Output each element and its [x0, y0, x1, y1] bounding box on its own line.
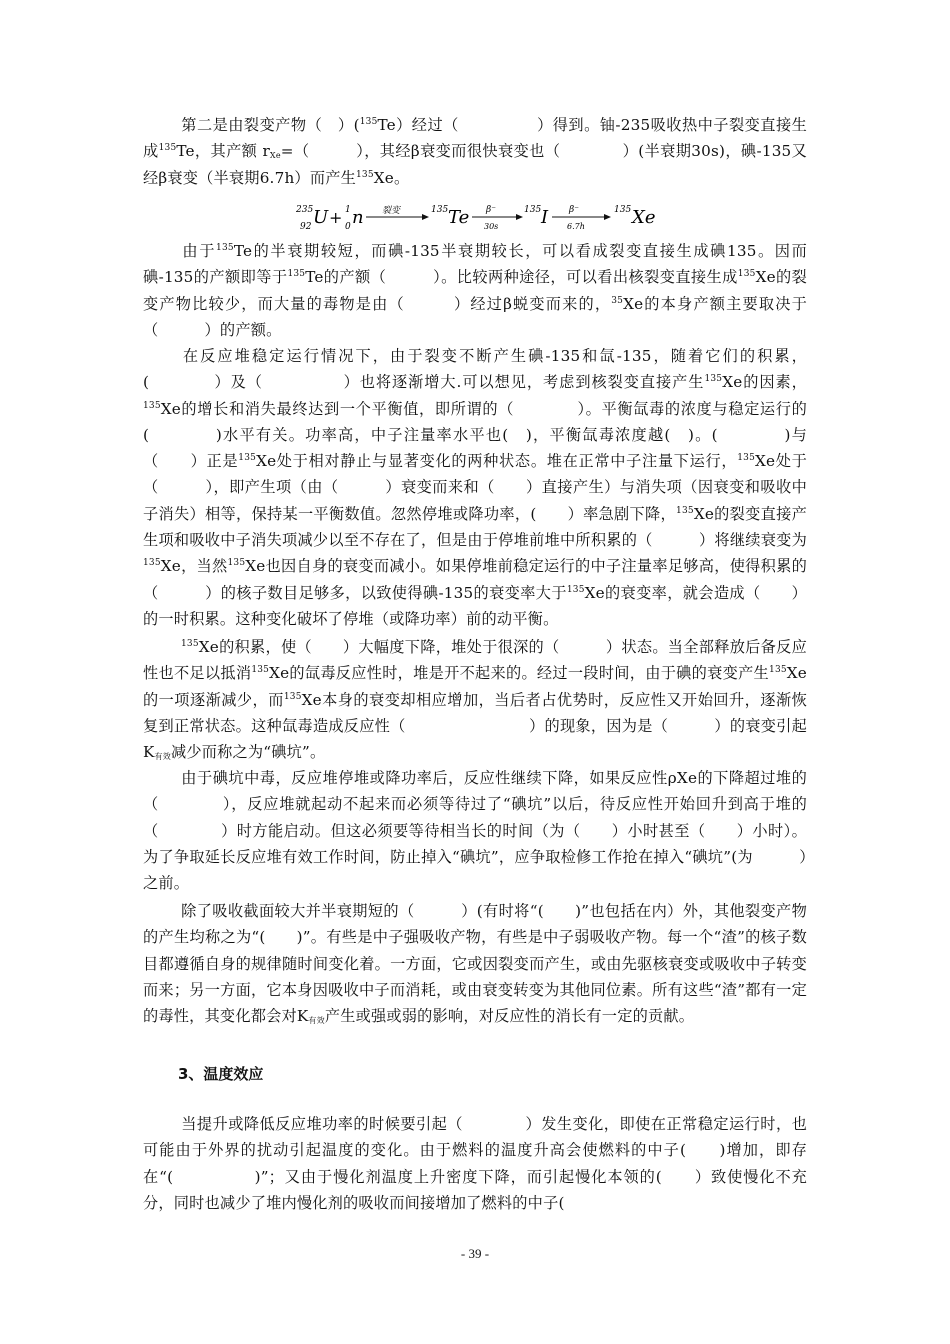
paragraph-xenon-equilibrium: 在反应堆稳定运行情况下，由于裂变不断产生碘-135和氙-135，随着它们的积累，( ）及（ ）也将逐渐增大.可以想见，考虑到核裂变直接产生$^{135}$Xe的因素，$^{135}$Xe的增长和消失最终达到一个平衡值，即所谓的（ ）。平衡氙毒的浓度与稳定运行的( )水平有关。功率高，中子注量率水平也( )，平衡氙毒浓度越( )。( )与（ ）正是$^{135}$Xe处于相对静止与显著变化的两种状态。堆在正常中子注量下运行，$^{135}$Xe处于（ ），即产生项（由（ ）衰变而来和（ ）直接产生）与消失项（因衰变和吸收中子消失）相等，保持某一平衡数值。忽然停堆或降功率，( ）率急剧下降，$^{135}$Xe的裂变直接产生项和吸收中子消失项减少以至不存在了，但是由于停堆前堆中所积累的（ ）将继续衰变为$^{135}$Xe，当然$^{135}$Xe也因自身的衰变而减小。如果停堆前稳定运行的中子注量率足够高，使得积累的（ ）的核子数目足够多，以致使得碘-135的衰变率大于$^{135}$Xe的衰变率，就会造成（ ）的一时积累。这种变化破坏了停堆（或降功率）前的动平衡。	[143, 347, 807, 628]
svg-text:1: 1	[345, 205, 351, 215]
svg-text:30s: 30s	[484, 222, 499, 231]
svg-text:β⁻: β⁻	[569, 205, 579, 215]
svg-text:235: 235	[296, 205, 314, 215]
section-heading-temperature-effect: 3、温度效应	[178, 1065, 264, 1083]
decay-chain-equation	[296, 200, 666, 232]
svg-text:135: 135	[614, 205, 632, 215]
paragraph-iodine-pit: $^{135}$Xe的积累，使（ ）大幅度下降，堆处于很深的（ ）状态。当全部释放后备反应性也不足以抵消$^{135}$Xe的氙毒反应性时，堆是开不起来的。经过一段时间，由于碘的衰变产生$^{135}$Xe的一项逐渐减少，而$^{135}$Xe本身的衰变却相应增加，当后者占优势时，反应性又开始回升，逐渐恢复到正常状态。这种氙毒造成反应性（ ）的现象，因为是（ ）的衰变引起$K_{有效}$减少而称之为“碘坑”。	[143, 638, 807, 762]
svg-text:I: I	[541, 207, 549, 228]
svg-text:6.7h: 6.7h	[567, 222, 585, 231]
svg-text:+: +	[329, 208, 343, 227]
paragraph-temperature-effect: 当提升或降低反应堆功率的时候要引起（ ）发生变化，即使在正常稳定运行时，也可能由于外界的扰动引起温度的变化。由于燃料的温度升高会使燃料的中子( )增加，即存在“( )”；又由于慢化剂温度上升密度下降，而引起慢化本领的( ）致使慢化不充分，同时也减少了堆内慢化剂的吸收而间接增加了燃料的中子(	[143, 1115, 807, 1212]
svg-text:92: 92	[300, 222, 312, 232]
paragraph-fission-product-te: 第二是由裂变产物（ ）($^{135}$Te）经过（ ）得到。铀-235吸收热中子裂变直接生成$^{135}$Te，其产额 $r_{Xe}=$（ ），其经β衰变而很快衰变也（ ）(半衰期30s)，碘-135又经β衰变（半衰期6.7h）而产生$^{135}$Xe。	[143, 116, 808, 187]
svg-text:Te: Te	[448, 207, 470, 228]
svg-text:135: 135	[431, 205, 449, 215]
svg-text:n: n	[352, 207, 364, 228]
arrow-beta-i-head	[604, 214, 611, 220]
arrow-fission-head	[422, 214, 429, 220]
svg-text:Xe: Xe	[632, 207, 656, 228]
paragraph-iodine-yield: 由于$^{135}$Te的半衰期较短，而碘-135半衰期较长，可以看成裂变直接生成碘135。因而碘-135的产额即等于$^{135}$Te的产额（ ）。比较两种途径，可以看出核裂变直接生成$^{135}$Xe的裂变产物比较少，而大量的毒物是由（ ）经过β蜕变而来的，$^{35}$Xe的本身产额主要取决于（ ）的产额。	[143, 242, 807, 339]
paragraph-restart-wait: 由于碘坑中毒，反应堆停堆或降功率后，反应性继续下降，如果反应性ρXe的下降超过堆的（ ），反应堆就起动不起来而必须等待过了“碘坑”以后，待反应性开始回升到高于堆的（ ）时方能启动。但这必须要等待相当长的时间（为（ ）小时甚至（ ）小时）。为了争取延长反应堆有效工作时间，防止掉入“碘坑”，应争取检修工作抢在掉入“碘坑”(为 ）之前。	[143, 769, 807, 893]
svg-text:135: 135	[524, 205, 542, 215]
svg-text:0: 0	[345, 222, 351, 232]
arrow-beta-te-head	[516, 214, 523, 220]
svg-text:β⁻: β⁻	[486, 205, 496, 215]
paragraph-other-fission-products: 除了吸收截面较大并半衰期短的（ ）(有时将“( )”也包括在内）外，其他裂变产物的产生均称之为“( )”。有些是中子强吸收产物，有些是中子弱吸收产物。每一个“渣”的核子数目都遵循自身的规律随时间变化着。一方面，它或因裂变而产生，或由先驱核衰变或吸收中子转变而来；另一方面，它本身因吸收中子而消耗，或由衰变转变为其他同位素。所有这些“渣”都有一定的毒性，其变化都会对$K_{有效}$产生或强或弱的影响，对反应性的消长有一定的贡献。	[143, 902, 807, 1026]
page-number: - 39 -	[460, 1246, 490, 1261]
svg-text:裂变: 裂变	[382, 206, 401, 216]
svg-text:U: U	[313, 207, 329, 228]
